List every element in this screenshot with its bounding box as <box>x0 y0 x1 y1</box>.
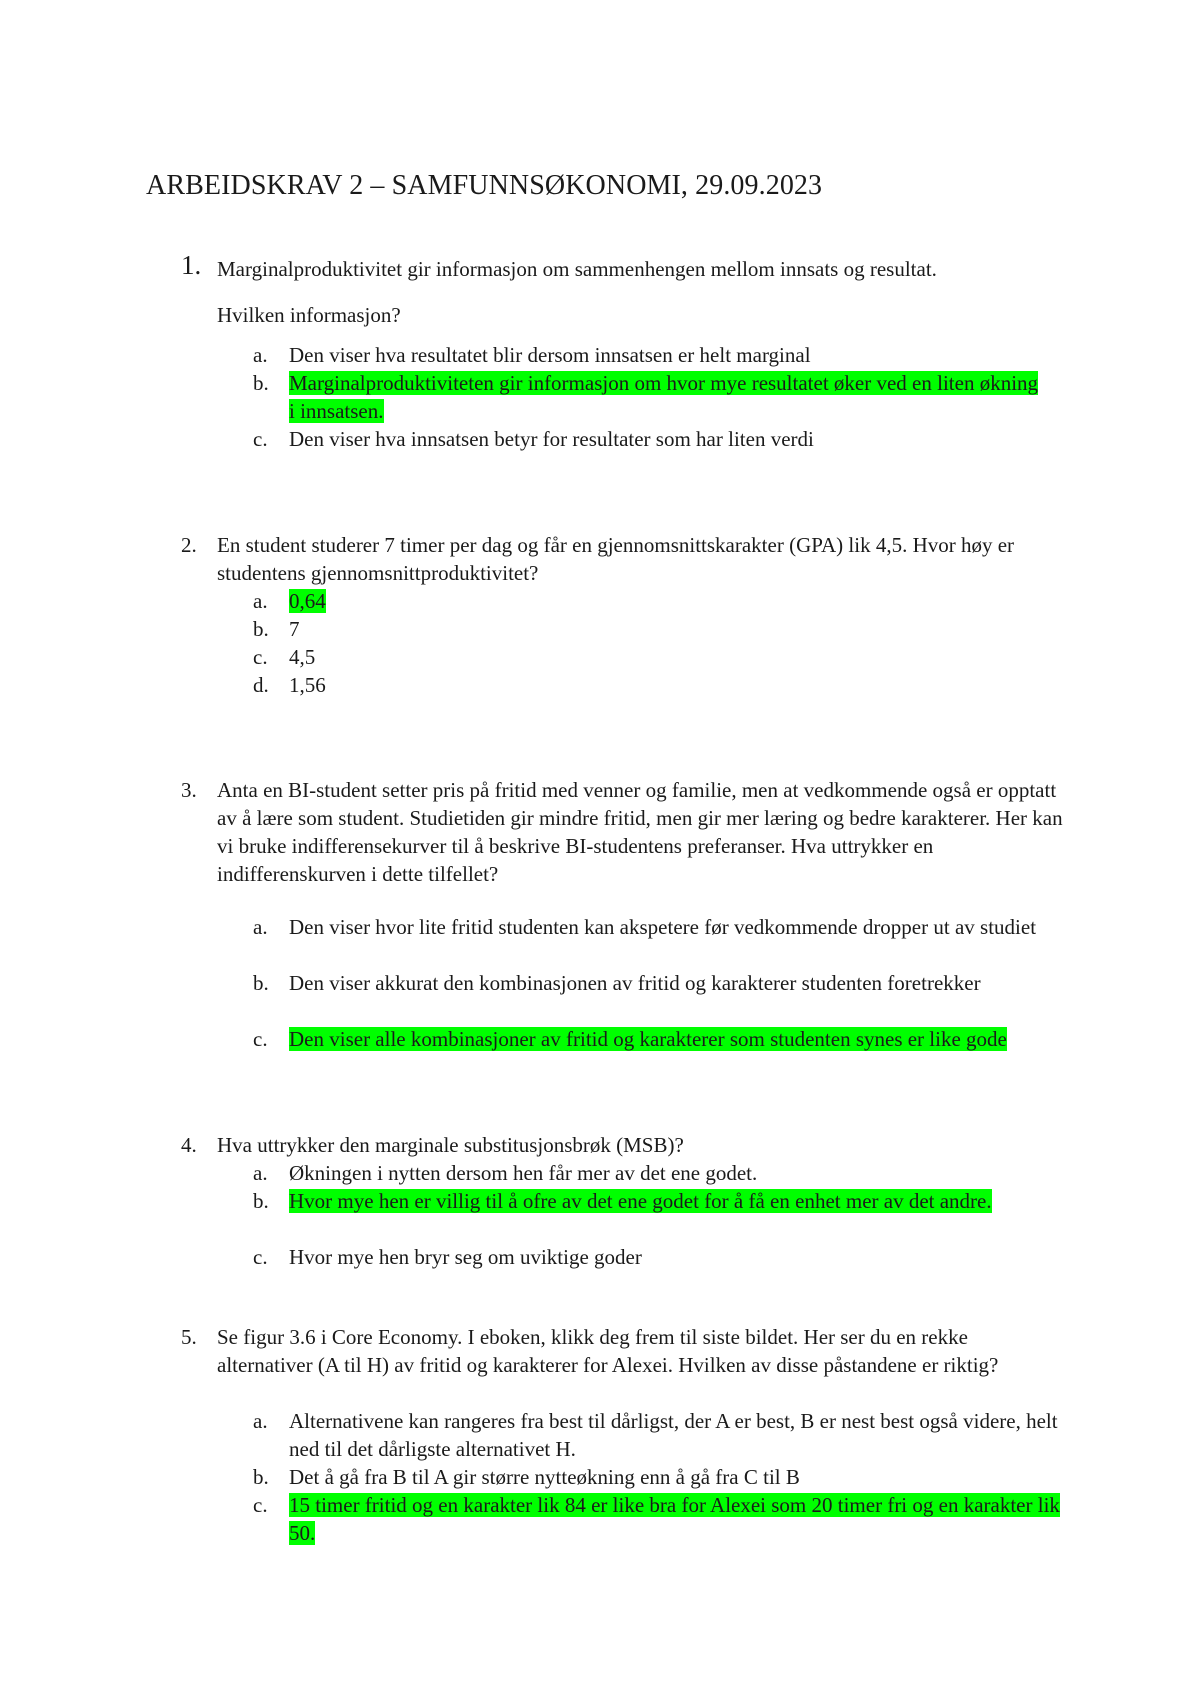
highlighted-answer: Marginalproduktiviteten gir informasjon om hvor mye resultatet øker ved en liten økning i innsatsen. <box>289 371 1039 423</box>
question-5-option-a-text <box>289 1407 1059 1463</box>
question-2-option-a-letter: a. <box>253 589 268 613</box>
question-3-option-a-text <box>289 913 1069 941</box>
question-5-text: Se figur 3.6 i Core Economy. I eboken, klikk deg frem til siste bildet. Her ser du en rekke alternativer (A til H) av fritid og karakterer for Alexei. Hvilken av disse påstandene er riktig? <box>217 1325 999 1377</box>
option-text: 7 <box>289 617 300 641</box>
question-5-option-a-letter: a. <box>253 1409 268 1433</box>
option-text: Den viser akkurat den kombinasjonen av fritid og karakterer studenten foretrekker <box>289 971 981 995</box>
question-1-option-a-text <box>289 341 1049 369</box>
question-1-option-b-letter: b. <box>253 371 269 395</box>
question-5-option-c-letter: c. <box>253 1493 268 1517</box>
question-5-option-b-text <box>289 1463 1079 1491</box>
question-2-text: En student studerer 7 timer per dag og får en gjennomsnittskarakter (GPA) lik 4,5. Hvor høy er studentens gjennomsnittproduktivitet? <box>217 533 1015 585</box>
question-4-text: Hva uttrykker den marginale substitusjonsbrøk (MSB)? <box>217 1133 684 1157</box>
option-text: 1,56 <box>289 673 326 697</box>
question-4-number: 4. <box>181 1133 197 1157</box>
option-text: Det å gå fra B til A gir større nytteøkning enn å gå fra C til B <box>289 1465 800 1489</box>
option-text: 4,5 <box>289 645 316 669</box>
highlighted-answer: Den viser alle kombinasjoner av fritid og karakterer som studenten synes er like gode <box>289 1027 1007 1051</box>
highlighted-answer: 15 timer fritid og en karakter lik 84 er like bra for Alexei som 20 timer fri og en karakter lik 50. <box>289 1493 1060 1545</box>
question-4-option-a-letter: a. <box>253 1161 268 1185</box>
option-text: Hvor mye hen bryr seg om uviktige goder <box>289 1245 642 1269</box>
question-3-option-c-letter: c. <box>253 1027 268 1051</box>
option-text: Den viser hva innsatsen betyr for resultater som har liten verdi <box>289 427 814 451</box>
question-1-subtext: Hvilken informasjon? <box>217 303 401 327</box>
question-3-option-c-text <box>289 1025 1059 1053</box>
question-2-option-c-text <box>289 643 1049 671</box>
question-2-number: 2. <box>181 533 197 557</box>
question-1-option-b-text <box>289 369 1049 425</box>
option-text: Økningen i nytten dersom hen får mer av det ene godet. <box>289 1161 758 1185</box>
question-3-option-b-text <box>289 969 1009 997</box>
question-5-number: 5. <box>181 1325 197 1349</box>
question-3-text: Anta en BI-student setter pris på fritid med venner og familie, men at vedkommende også er opptatt av å lære som student. Studietiden gir mindre fritid, men gir mer læring og bedre karakterer. Her kan vi bruke indifferensekurver til å beskrive BI-studentens preferanser. Hva uttrykker en indifferenskurven i dette tilfellet? <box>217 778 1063 886</box>
question-1-number: 1. <box>181 250 202 280</box>
question-2-option-c-letter: c. <box>253 645 268 669</box>
question-1-option-c-letter: c. <box>253 427 268 451</box>
question-4-option-c-letter: c. <box>253 1245 268 1269</box>
option-text: Den viser hva resultatet blir dersom innsatsen er helt marginal <box>289 343 811 367</box>
question-2-option-d-letter: d. <box>253 673 269 697</box>
question-4-option-a-text <box>289 1159 1049 1187</box>
question-4-option-b-letter: b. <box>253 1189 269 1213</box>
question-3-option-a-letter: a. <box>253 915 268 939</box>
option-text: Den viser hvor lite fritid studenten kan akspetere før vedkommende dropper ut av studiet <box>289 915 1037 939</box>
question-5-option-b-letter: b. <box>253 1465 269 1489</box>
highlighted-answer: 0,64 <box>289 589 326 613</box>
document-title: ARBEIDSKRAV 2 – SAMFUNNSØKONOMI, 29.09.2023 <box>146 170 823 201</box>
question-1-text: Marginalproduktivitet gir informasjon om sammenhengen mellom innsats og resultat. <box>217 257 937 281</box>
highlighted-answer: Hvor mye hen er villig til å ofre av det ene godet for å få en enhet mer av det andre. <box>289 1189 992 1213</box>
question-5-option-c-text <box>289 1491 1079 1547</box>
question-4-option-b-text <box>289 1187 1079 1215</box>
question-3-number: 3. <box>181 778 197 802</box>
question-4-option-c-text <box>289 1243 1049 1271</box>
question-3-option-b-letter: b. <box>253 971 269 995</box>
question-2-option-b-text <box>289 615 1049 643</box>
question-1-option-c-text <box>289 425 1049 453</box>
question-2-option-b-letter: b. <box>253 617 269 641</box>
question-2-option-a-text <box>289 587 1049 615</box>
question-1-option-a-letter: a. <box>253 343 268 367</box>
option-text: Alternativene kan rangeres fra best til dårligst, der A er best, B er nest best også videre, helt ned til det dårligste alternativet H. <box>289 1409 1058 1461</box>
question-2-option-d-text <box>289 671 1049 699</box>
